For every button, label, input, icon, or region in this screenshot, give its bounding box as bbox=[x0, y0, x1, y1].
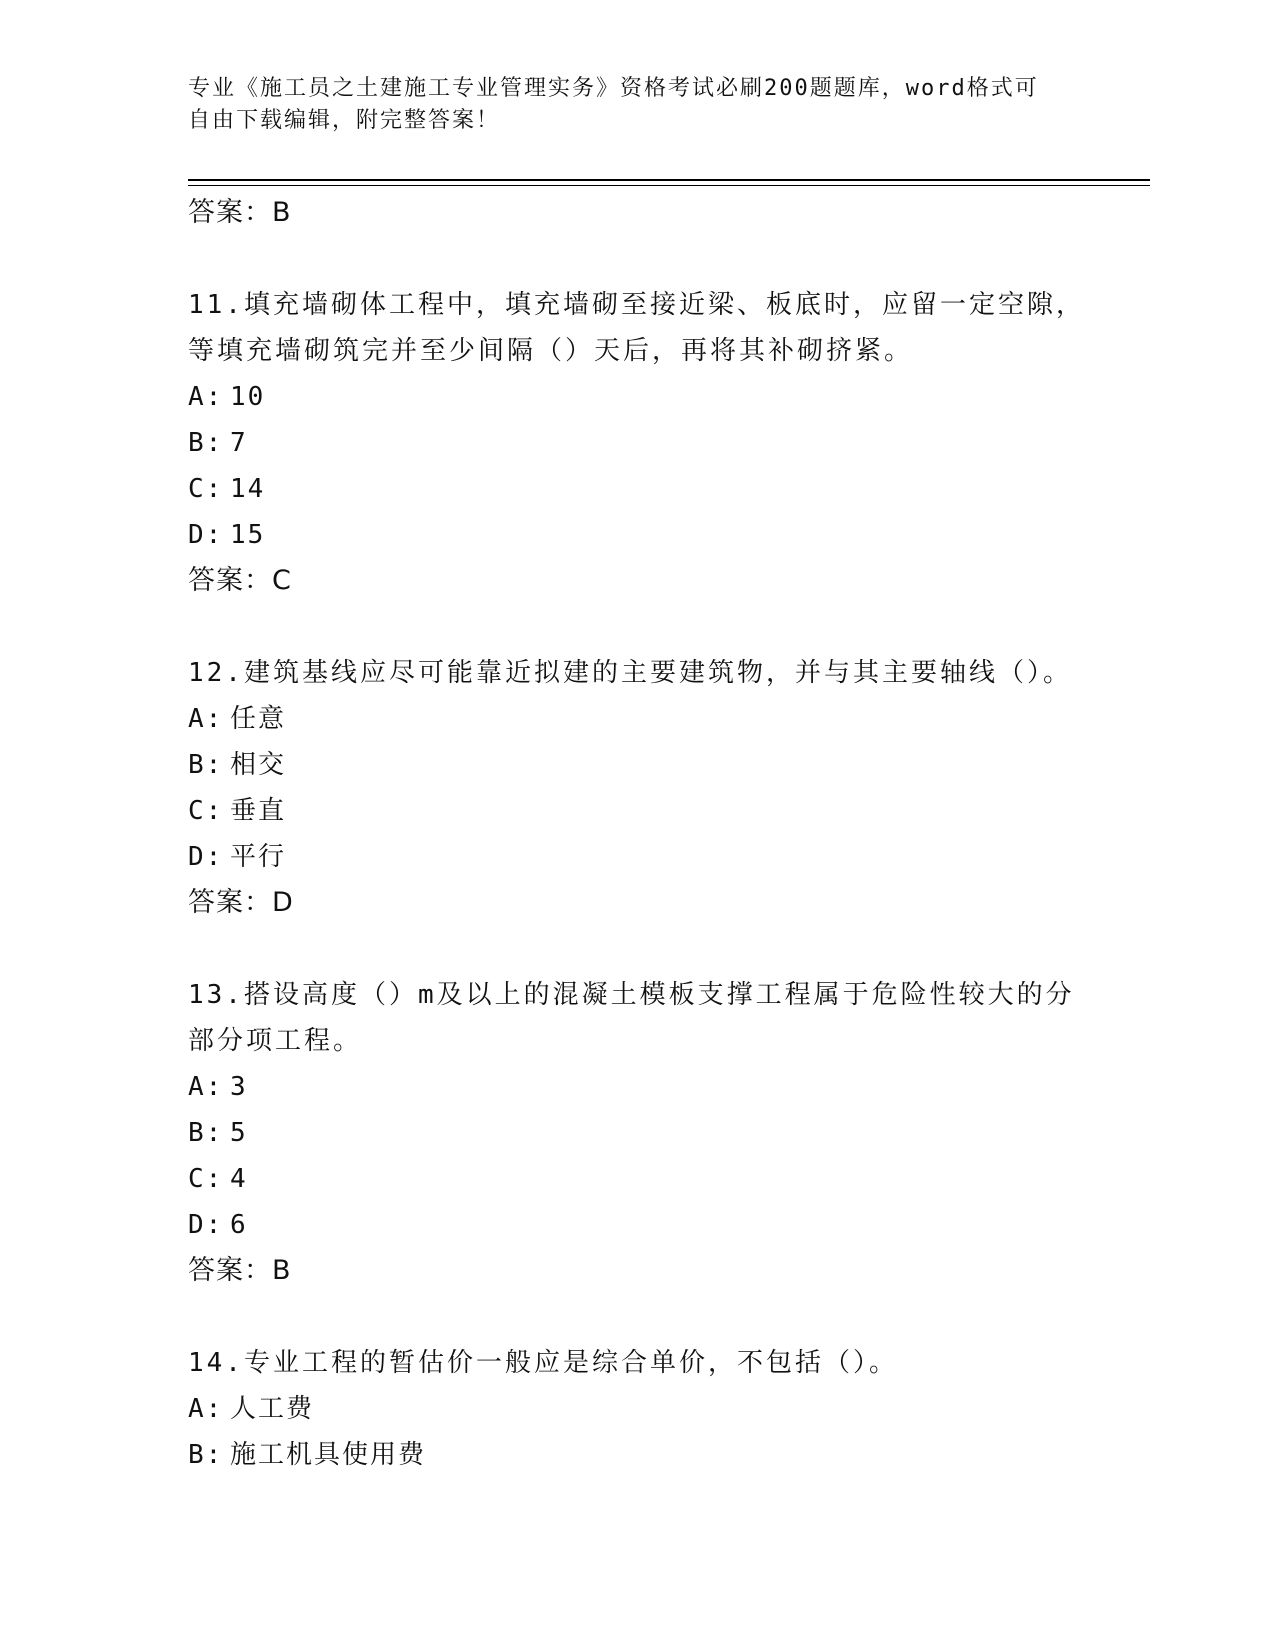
option-c bbox=[188, 1156, 1088, 1202]
question-text-line: 等填充墙砌筑完并至少间隔（）天后，再将其补砌挤紧。 bbox=[188, 336, 914, 366]
option-text: 垂直 bbox=[230, 796, 287, 826]
option-text: 任意 bbox=[230, 704, 287, 734]
question-12 bbox=[188, 650, 1088, 926]
option-text: 10 bbox=[230, 382, 266, 412]
option-letter: A: bbox=[188, 1394, 224, 1424]
question-14 bbox=[188, 1340, 1088, 1478]
option-letter: D: bbox=[188, 520, 224, 550]
question-list bbox=[188, 190, 1088, 1478]
option-a bbox=[188, 1064, 1088, 1110]
option-letter: A: bbox=[188, 1072, 224, 1102]
option-b bbox=[188, 1432, 1088, 1478]
option-text: 平行 bbox=[230, 842, 287, 872]
option-letter: B: bbox=[188, 1440, 224, 1470]
option-b bbox=[188, 420, 1088, 466]
header-line-1: 专业《施工员之土建施工专业管理实务》资格考试必刷200题题库，word格式可 bbox=[188, 76, 1039, 101]
option-letter: B: bbox=[188, 428, 224, 458]
header-divider-thick bbox=[188, 179, 1150, 181]
option-text: 15 bbox=[230, 520, 266, 550]
option-letter: B: bbox=[188, 750, 224, 780]
option-letter: D: bbox=[188, 1210, 224, 1240]
option-letter: A: bbox=[188, 704, 224, 734]
option-text: 7 bbox=[230, 428, 248, 458]
option-text: 人工费 bbox=[230, 1394, 315, 1424]
option-text: 4 bbox=[230, 1164, 248, 1194]
question-13 bbox=[188, 972, 1088, 1294]
question-11 bbox=[188, 282, 1088, 604]
option-letter: C: bbox=[188, 796, 224, 826]
option-a bbox=[188, 374, 1088, 420]
previous-answer: 答案：B bbox=[188, 197, 292, 228]
option-b bbox=[188, 742, 1088, 788]
option-text: 6 bbox=[230, 1210, 248, 1240]
option-d bbox=[188, 512, 1088, 558]
option-b bbox=[188, 1110, 1088, 1156]
question-text-line: 14.专业工程的暂估价一般应是综合单价，不包括（）。 bbox=[188, 1348, 898, 1378]
option-letter: C: bbox=[188, 474, 224, 504]
option-a bbox=[188, 1386, 1088, 1432]
header-divider-thin bbox=[188, 185, 1150, 186]
answer-label: 答案：C bbox=[188, 565, 292, 596]
option-c bbox=[188, 788, 1088, 834]
option-text: 相交 bbox=[230, 750, 287, 780]
answer-label: 答案：D bbox=[188, 887, 294, 918]
option-d bbox=[188, 1202, 1088, 1248]
option-a bbox=[188, 696, 1088, 742]
option-text: 14 bbox=[230, 474, 266, 504]
option-text: 5 bbox=[230, 1118, 248, 1148]
answer-label: 答案：B bbox=[188, 1255, 292, 1286]
option-letter: A: bbox=[188, 382, 224, 412]
option-letter: C: bbox=[188, 1164, 224, 1194]
question-text-line: 12.建筑基线应尽可能靠近拟建的主要建筑物，并与其主要轴线（）。 bbox=[188, 658, 1072, 688]
question-text-line: 13.搭设高度（）m及以上的混凝土模板支撑工程属于危险性较大的分 bbox=[188, 980, 1075, 1010]
option-text: 3 bbox=[230, 1072, 248, 1102]
document-header bbox=[188, 73, 1068, 137]
option-letter: D: bbox=[188, 842, 224, 872]
option-letter: B: bbox=[188, 1118, 224, 1148]
option-text: 施工机具使用费 bbox=[230, 1440, 427, 1470]
question-text-line: 11.填充墙砌体工程中，填充墙砌至接近梁、板底时，应留一定空隙， bbox=[188, 290, 1085, 320]
question-text-line: 部分项工程。 bbox=[188, 1026, 363, 1056]
option-d bbox=[188, 834, 1088, 880]
option-c bbox=[188, 466, 1088, 512]
header-line-2: 自由下载编辑，附完整答案！ bbox=[188, 108, 501, 133]
